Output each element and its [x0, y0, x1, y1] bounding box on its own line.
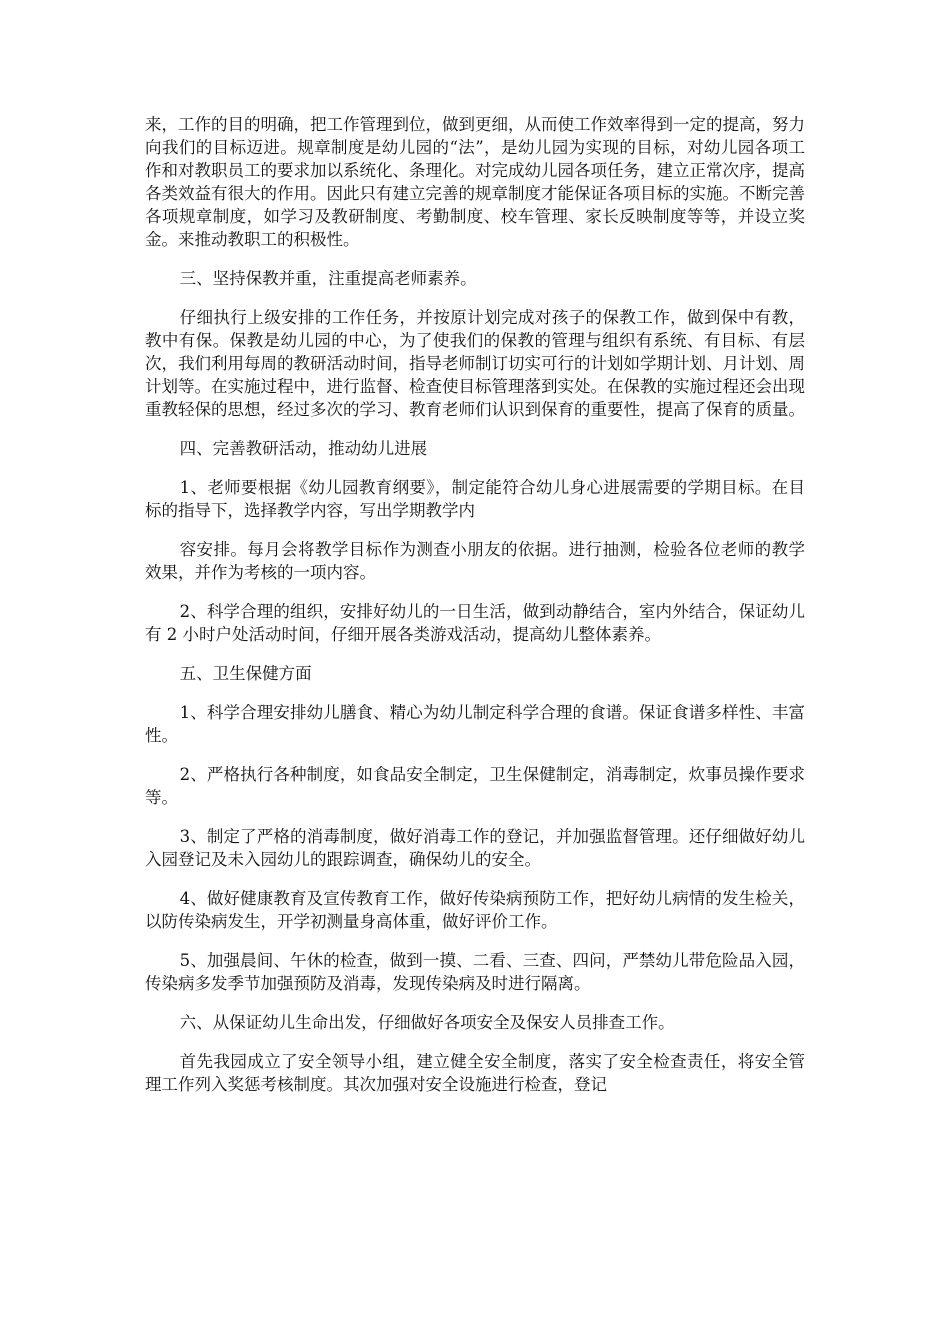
heading-section-5: 五、卫生保健方面 [179, 664, 312, 683]
paragraph-5-2: 2、严格执行各种制度，如食品安全制定，卫生保健制定，消毒制定，炊事员操作要求等。 [145, 765, 805, 807]
paragraph-5-5: 5、加强晨间、午休的检查，做到一摸、二看、三查、四问，严禁幼儿带危险品入园，传染病多发季节加强预防及消毒，发现传染病及时进行隔离。 [145, 951, 805, 993]
paragraph-5-1: 1、科学合理安排幼儿膳食、精心为幼儿制定科学合理的食谱。保证食谱多样性、丰富性。 [145, 703, 805, 745]
paragraph-rules-intro: 来，工作的目的明确，把工作管理到位，做到更细，从而使工作效率得到一定的提高，努力向我们的目标迈进。规章制度是幼儿园的“法”，是幼儿园为实现的目标，对幼儿园各项工作和对教职员工的要求加以系统化、条理化。对完成幼儿园各项任务，建立正常次序，提高各类效益有很大的作用。因此只有建立完善的规章制度才能保证各项目标的实施。不断完善各项规章制度，如学习及教研制度、考勤制度、校车管理、家长反映制度等等，并设立奖金。来推动教职工的积极性。 [145, 115, 805, 249]
paragraph-5-3: 3、制定了严格的消毒制度，做好消毒工作的登记，并加强监督管理。还仔细做好幼儿入园登记及未入园幼儿的跟踪调查，确保幼儿的安全。 [145, 827, 805, 869]
paragraph-4-1-continued: 容安排。每月会将教学目标作为测查小朋友的依据。进行抽测，检验各位老师的教学效果，并作为考核的一项内容。 [145, 540, 805, 582]
paragraph-safety: 首先我园成立了安全领导小组，建立健全安全制度，落实了安全检查责任，将安全管理工作列入奖惩考核制度。其次加强对安全设施进行检查，登记 [145, 1052, 805, 1094]
paragraph-4-2: 2、科学合理的组织，安排好幼儿的一日生活，做到动静结合，室内外结合，保证幼儿有 2 小时户处活动时间，仔细开展各类游戏活动，提高幼儿整体素养。 [145, 602, 805, 644]
paragraph-4-1: 1、老师要根据《幼儿园教育纲要》，制定能符合幼儿身心进展需要的学期目标。在目标的指导下，选择教学内容，写出学期教学内 [145, 478, 805, 520]
heading-section-3: 三、坚持保教并重，注重提高老师素养。 [179, 269, 477, 288]
paragraph-care-education: 仔细执行上级安排的工作任务，并按原计划完成对孩子的保教工作，做到保中有教，教中有保。保教是幼儿园的中心，为了使我们的保教的管理与组织有系统、有目标、有层次，我们利用每周的教研活动时间，指导老师制订切实可行的计划如学期计划、月计划、周计划等。在实施过程中，进行监督、检查使目标管理落到实处。在保教的实施过程还会出现重教轻保的思想，经过多次的学习、教育老师们认识到保育的重要性，提高了保育的质量。 [145, 308, 805, 419]
paragraph-5-4: 4、做好健康教育及宣传教育工作，做好传染病预防工作，把好幼儿病情的发生检关，以防传染病发生，开学初测量身高体重，做好评价工作。 [145, 889, 805, 931]
document-page [145, 113, 805, 1112]
heading-section-4: 四、完善教研活动，推动幼儿进展 [179, 439, 428, 458]
heading-section-6: 六、从保证幼儿生命出发，仔细做好各项安全及保安人员排查工作。 [179, 1013, 675, 1032]
